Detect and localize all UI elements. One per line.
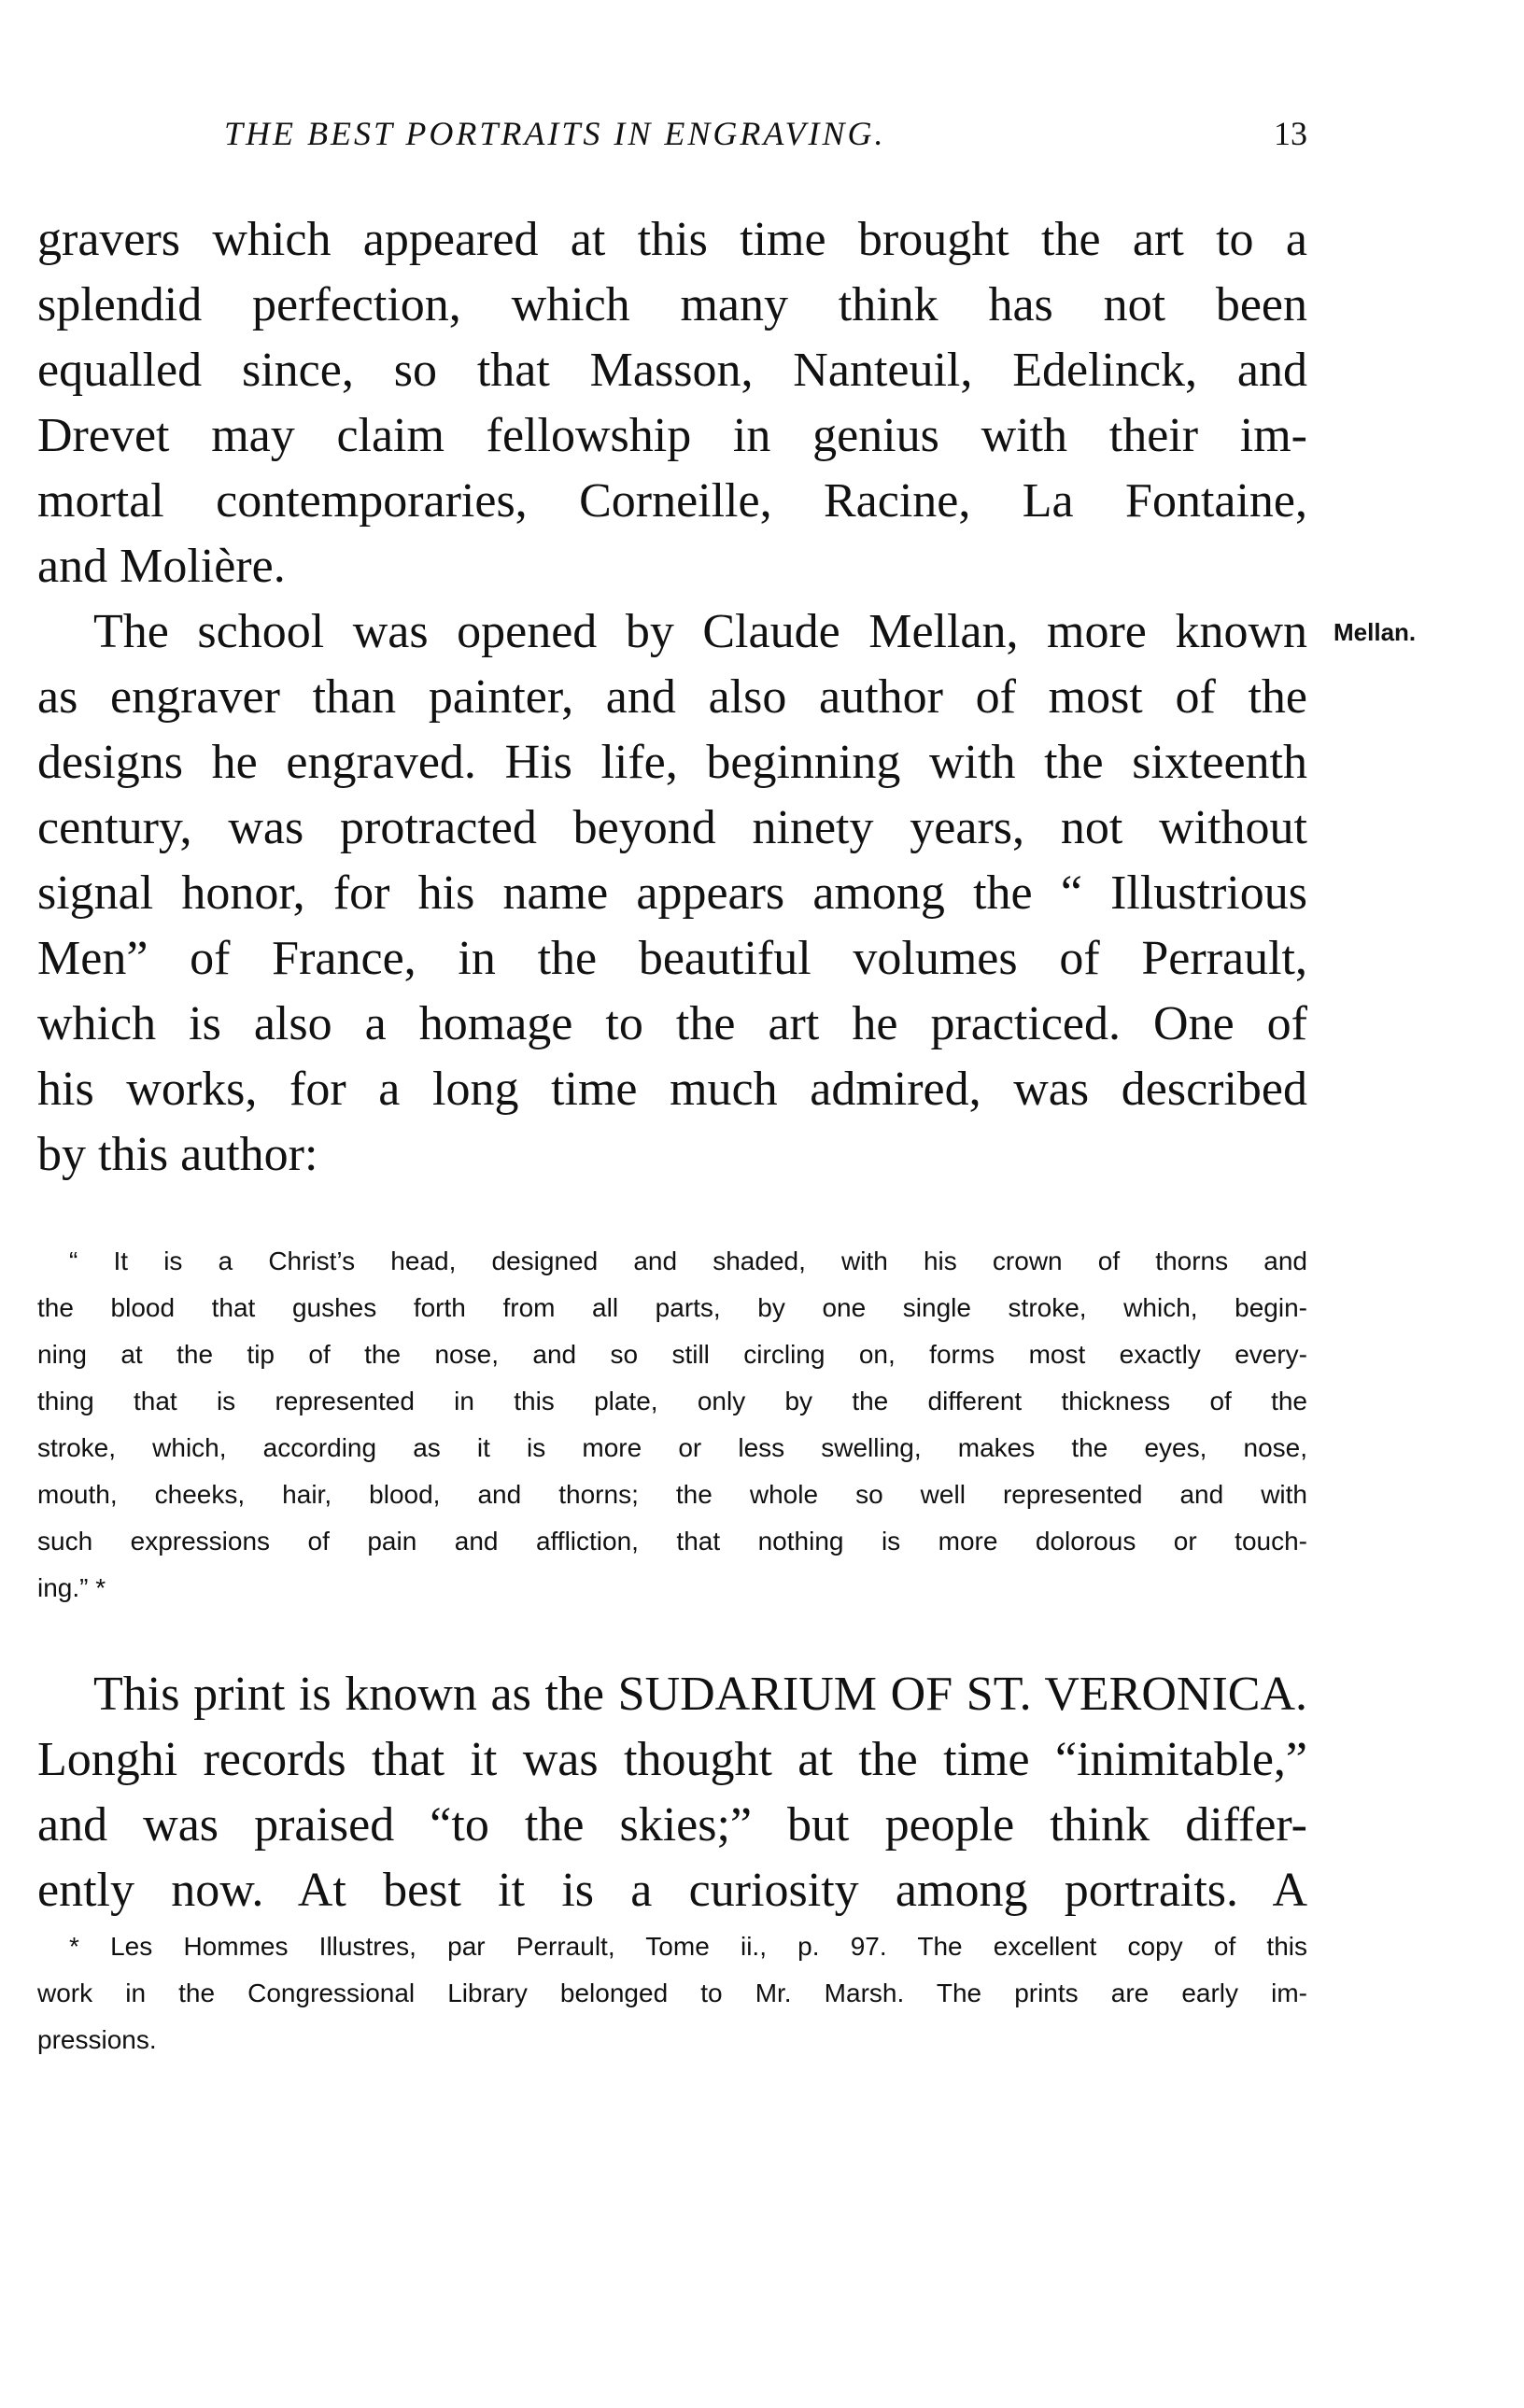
text-line: The school was opened by Claude Mellan, more known <box>93 605 1307 658</box>
text-line: splendid perfection, which many think has not been <box>37 278 1307 331</box>
text-line: and was praised “to the skies;” but people think differ- <box>37 1798 1307 1852</box>
text-line: which is also a homage to the art he practiced. One of <box>37 997 1307 1050</box>
paragraphs-upper <box>37 207 1307 1188</box>
footnote <box>37 1923 1307 2063</box>
text-line: Men” of France, in the beautiful volumes of Perrault, <box>37 932 1307 985</box>
text-line: equalled since, so that Masson, Nanteuil, Edelinck, and <box>37 344 1307 397</box>
footnote-line: work in the Congressional Library belonged to Mr. Marsh. The prints are early im- <box>37 1979 1307 2007</box>
text-line: signal honor, for his name appears among the “ Illustrious <box>37 866 1307 920</box>
text-line: mortal contemporaries, Corneille, Racine, La Fontaine, <box>37 474 1307 528</box>
quote-line: ing.” * <box>37 1573 106 1602</box>
paragraph-3 <box>37 1662 1307 1923</box>
quote-line: stroke, which, according as it is more or less swelling, makes the eyes, nose, <box>37 1433 1307 1462</box>
text-line: by this author: <box>37 1128 318 1181</box>
text-line: as engraver than painter, and also author of most of the <box>37 670 1307 724</box>
page-number: 13 <box>1274 115 1307 152</box>
text-line: and Molière. <box>37 540 286 593</box>
text-line: century, was protracted beyond ninety years, not without <box>37 801 1307 854</box>
running-title: THE BEST PORTRAITS IN ENGRAVING. <box>224 115 886 152</box>
text-line: his works, for a long time much admired, was described <box>37 1063 1307 1116</box>
text-line: gravers which appeared at this time brought the art to a <box>37 213 1307 266</box>
paragraph-2 <box>37 599 1307 1188</box>
text-line: This print is known as the SUDARIUM OF ST. VERONICA. <box>93 1668 1307 1721</box>
quote-line: ning at the tip of the nose, and so still circling on, forms most exactly every- <box>37 1340 1307 1369</box>
text-line: Drevet may claim fellowship in genius with their im- <box>37 409 1307 462</box>
running-head <box>37 110 1307 157</box>
paragraph-1 <box>37 207 1307 599</box>
block-quote <box>37 1238 1307 1612</box>
text-line: designs he engraved. His life, beginning with the sixteenth <box>37 736 1307 789</box>
footnote-line: * Les Hommes Illustres, par Perrault, Tome ii., p. 97. The excellent copy of this <box>69 1932 1307 1961</box>
quote-line: such expressions of pain and affliction, that nothing is more dolorous or touch- <box>37 1527 1307 1556</box>
margin-note: Mellan. <box>1334 618 1417 646</box>
quote-line: mouth, cheeks, hair, blood, and thorns; the whole so well represented and with <box>37 1480 1307 1509</box>
quote-line: “ It is a Christ’s head, designed and shaded, with his crown of thorns and <box>69 1246 1307 1275</box>
text-line: Longhi records that it was thought at the time “inimitable,” <box>37 1733 1307 1786</box>
footnote-line: pressions. <box>37 2025 157 2054</box>
quote-line: thing that is represented in this plate, only by the different thickness of the <box>37 1387 1307 1415</box>
text-line: ently now. At best it is a curiosity among portraits. A <box>37 1864 1307 1917</box>
quote-line: the blood that gushes forth from all parts, by one single stroke, which, begin- <box>37 1293 1307 1322</box>
